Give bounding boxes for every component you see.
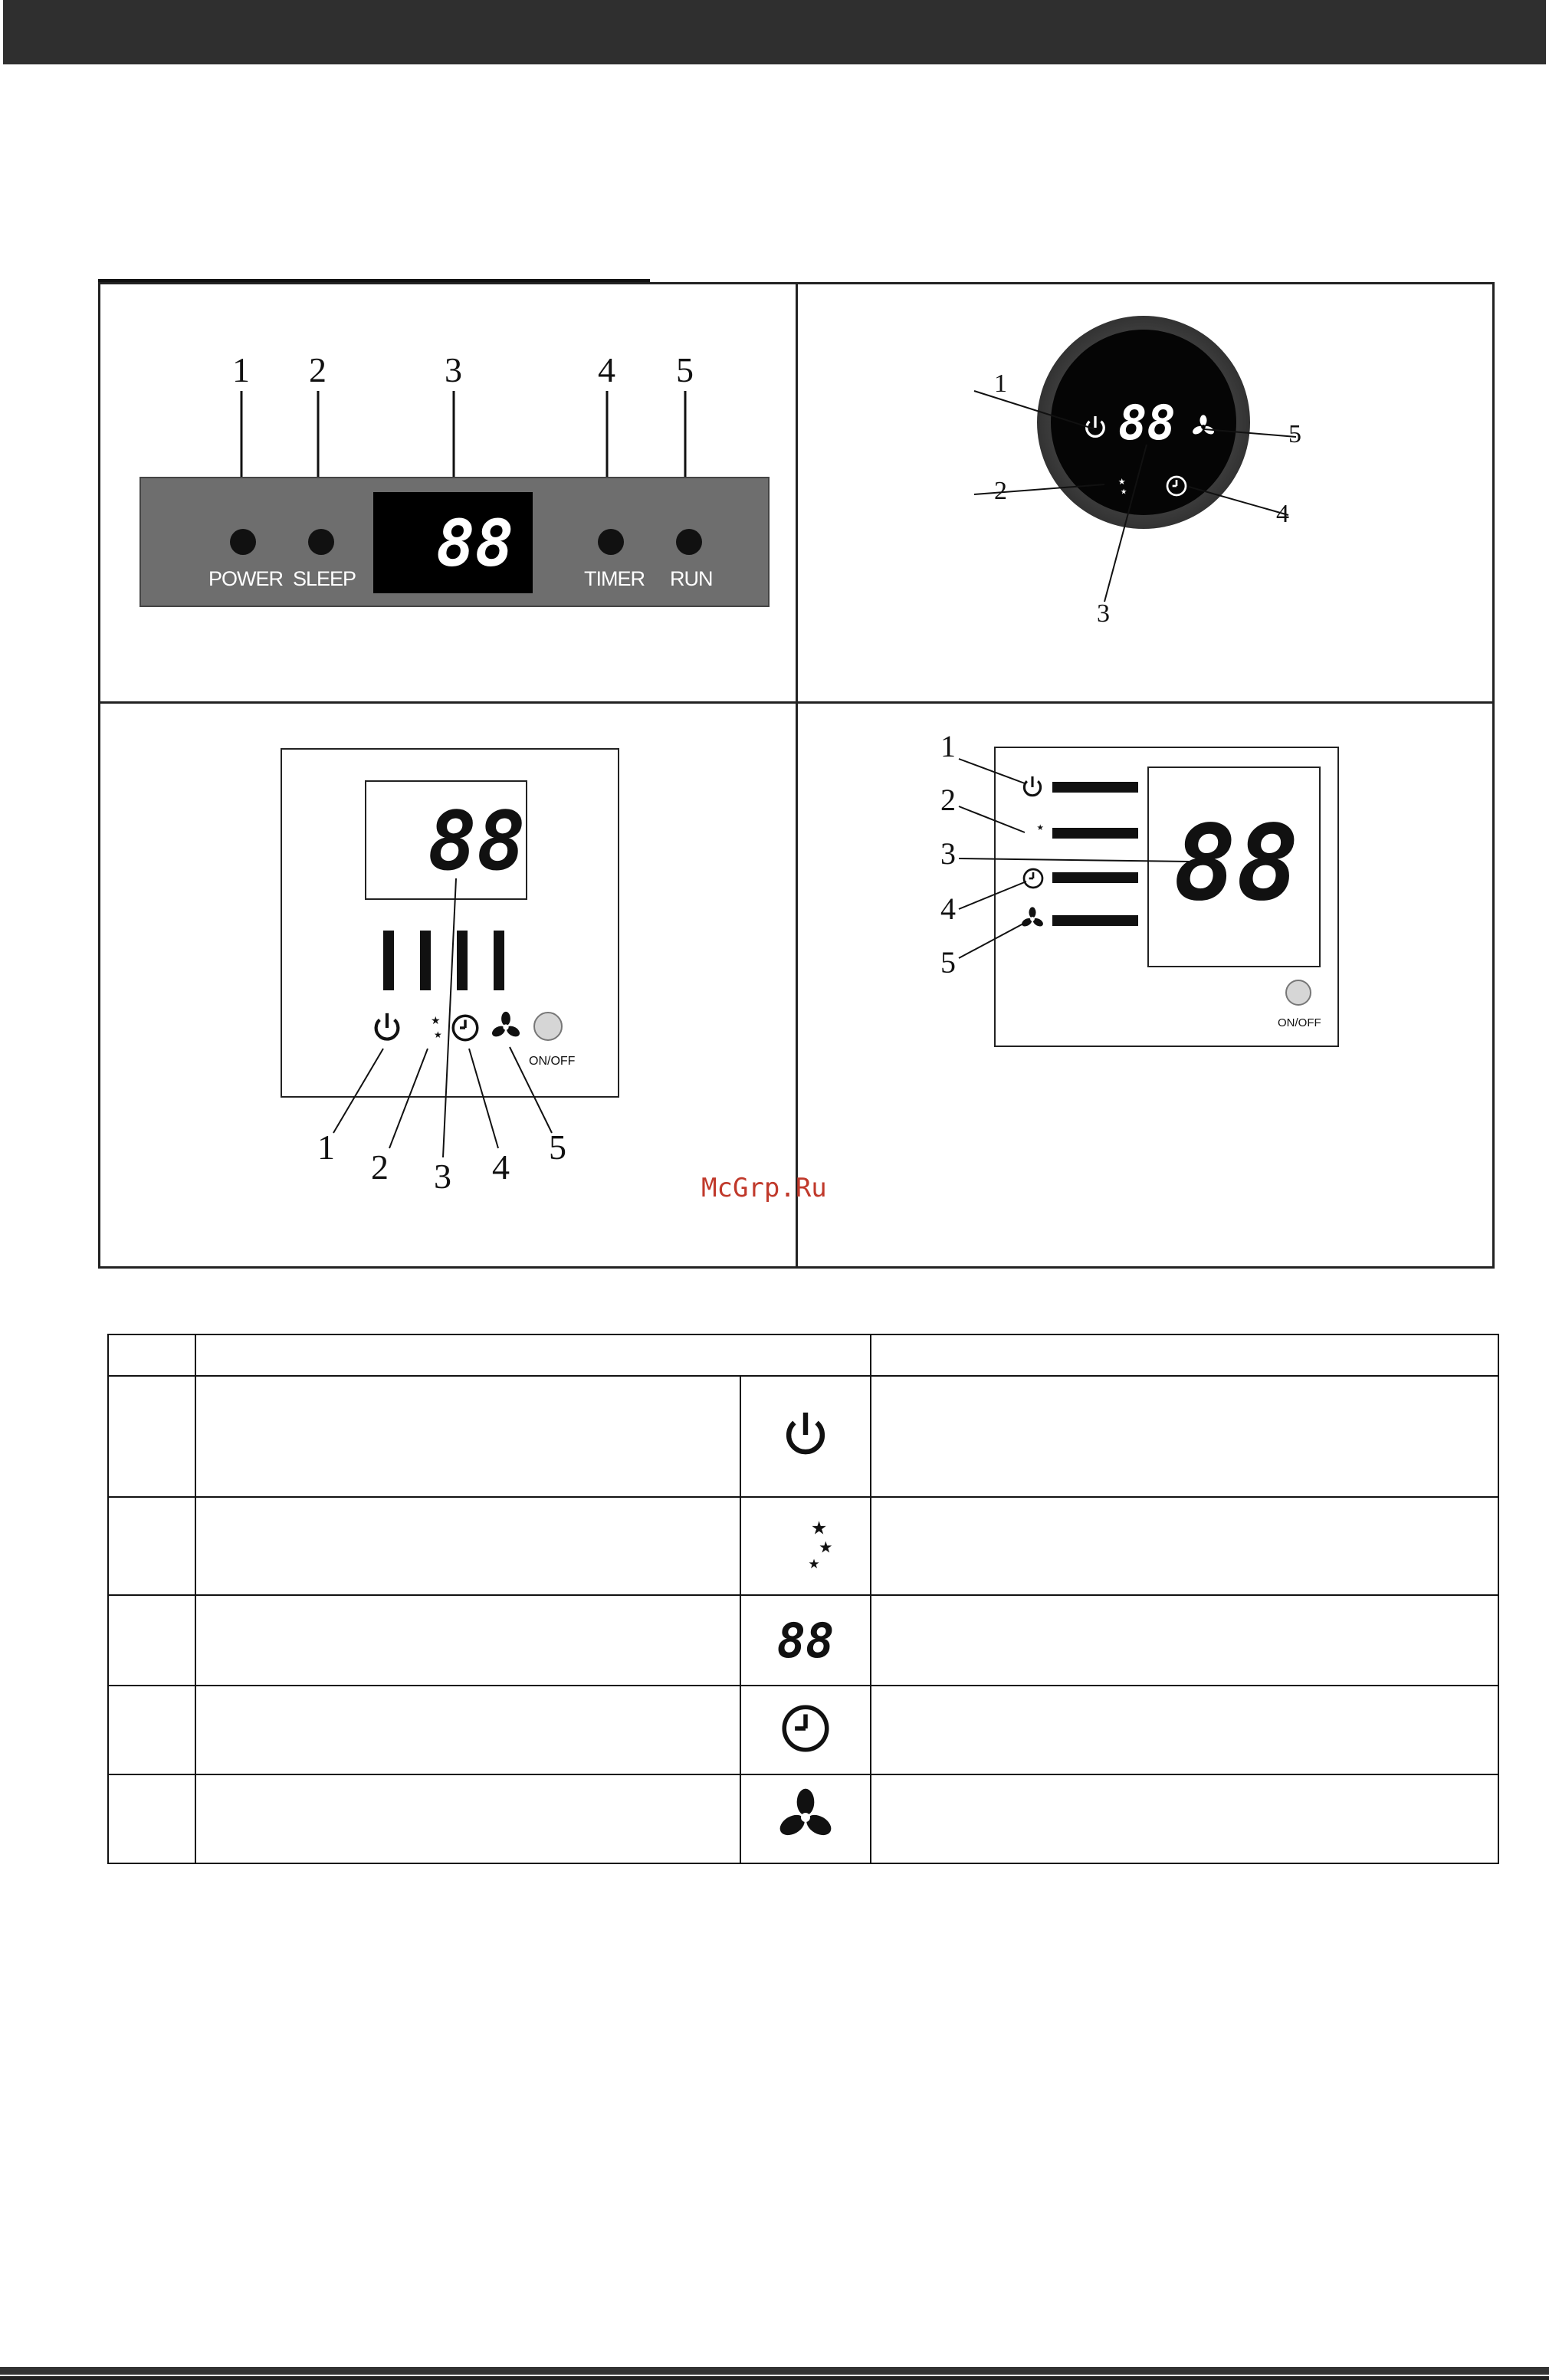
table-row [108,1686,1498,1774]
callout-2: 2 [371,1147,389,1187]
header-no [108,1334,195,1376]
callout-1: 1 [994,369,1007,398]
footer-bar-bottom [0,2376,1549,2380]
callout-3: 3 [434,1157,451,1196]
svg-text:★: ★ [434,1029,442,1040]
callout-3: 3 [445,350,462,389]
sleep-icon [774,1513,837,1576]
callout-5: 5 [940,945,956,980]
callout-3: 3 [940,836,956,871]
sleep-label: SLEEP [293,567,356,590]
panel-c [100,704,794,1267]
sleep-button[interactable] [308,529,334,555]
header-name [195,1334,871,1376]
svg-text:★: ★ [810,1516,828,1538]
svg-text:★: ★ [1117,476,1126,487]
svg-text:★: ★ [431,1015,441,1027]
callout-1: 1 [317,1128,335,1167]
indicator-table [107,1334,1499,1864]
callout-1: 1 [940,729,956,763]
callout-1: 1 [232,350,250,389]
onoff-label: ON/OFF [1278,1016,1321,1029]
run-button[interactable] [676,529,702,555]
svg-text:★: ★ [1036,823,1044,832]
callout-2: 2 [940,783,956,817]
power-button[interactable] [230,529,256,555]
table-row [108,1595,1498,1686]
callout-lines [798,704,1492,1267]
callout-2: 2 [309,350,327,389]
power-icon [779,1408,832,1462]
callout-4: 4 [598,350,615,389]
run-label: RUN [670,567,713,590]
header-description [871,1334,1498,1376]
fan-icon [775,1787,836,1848]
callout-5: 5 [1288,420,1301,448]
table-row [108,1774,1498,1863]
round-lcd-digits: 88 [1118,395,1176,451]
lcd-digits: 88 [428,794,526,888]
panel-a [100,284,794,701]
callout-4: 4 [1276,500,1289,528]
panel-b [798,284,1492,701]
lcd-digits: 88 [1173,803,1299,924]
lcd-display [373,492,533,593]
callout-4: 4 [492,1147,510,1187]
footer-bar [0,2367,1549,2375]
callout-5: 5 [676,350,694,389]
table-row [108,1376,1498,1497]
callout-4: 4 [940,891,956,926]
callout-3: 3 [1097,599,1110,628]
table-header-row [108,1334,1498,1376]
display-icon: 88 [776,1612,835,1669]
panel-d [798,704,1492,1267]
svg-text:★: ★ [819,1537,833,1556]
header-bar [3,0,1546,64]
timer-button[interactable] [598,529,624,555]
svg-text:★: ★ [1120,487,1127,497]
callout-2: 2 [994,477,1007,505]
timer-label: TIMER [584,567,645,590]
svg-text:★: ★ [808,1556,820,1572]
table-row [108,1497,1498,1595]
watermark: McGrp.Ru [701,1173,827,1203]
power-label: POWER [208,567,284,590]
onoff-label: ON/OFF [529,1055,576,1068]
callout-5: 5 [549,1128,566,1167]
timer-icon [777,1700,834,1757]
lcd-digits: 88 [436,506,514,581]
callout-lines [798,284,1492,701]
